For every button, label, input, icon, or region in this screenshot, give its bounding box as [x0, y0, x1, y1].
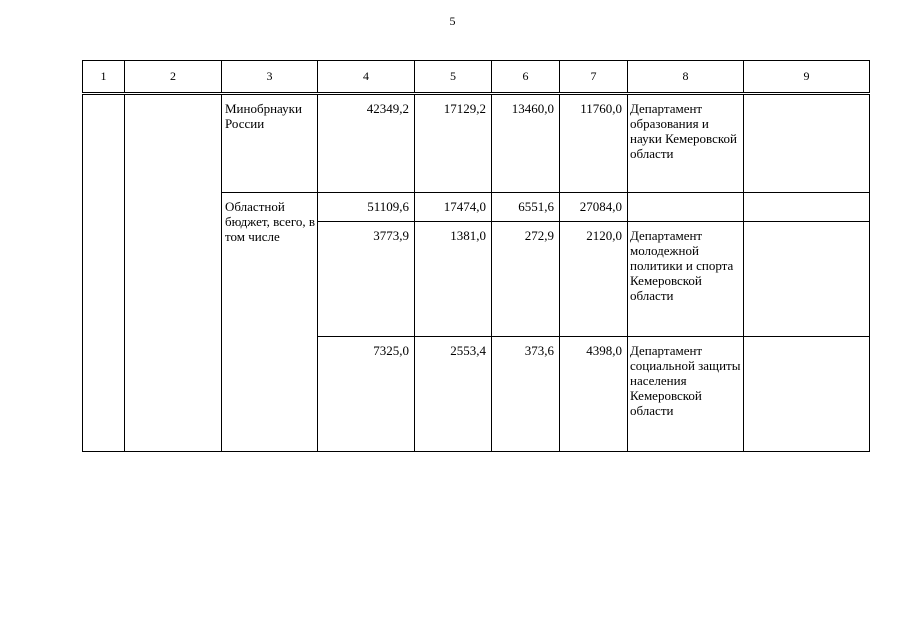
value-col-7: 27084,0 — [560, 193, 628, 222]
value-col-5: 17129,2 — [415, 95, 492, 193]
cell-col-9 — [744, 95, 870, 193]
value-col-6: 373,6 — [492, 337, 560, 452]
header-col-2: 2 — [125, 61, 222, 93]
value-col-4: 42349,2 — [318, 95, 415, 193]
value-col-6: 13460,0 — [492, 95, 560, 193]
header-col-9: 9 — [744, 61, 870, 93]
value-col-4: 3773,9 — [318, 222, 415, 337]
funding-source-cell: Минобрнауки России — [222, 95, 318, 193]
header-col-4: 4 — [318, 61, 415, 93]
budget-table — [82, 94, 870, 452]
cell-col-9 — [744, 222, 870, 337]
table-row — [83, 95, 870, 193]
header-col-3: 3 — [222, 61, 318, 93]
value-col-6: 6551,6 — [492, 193, 560, 222]
responsible-body-cell: Департамент молодежной политики и спорта Кемеровской области — [628, 222, 744, 337]
value-col-7: 11760,0 — [560, 95, 628, 193]
value-col-4: 7325,0 — [318, 337, 415, 452]
value-col-4: 51109,6 — [318, 193, 415, 222]
cell-col-2 — [125, 95, 222, 452]
funding-source-cell: Областной бюджет, всего, в том числе — [222, 193, 318, 452]
value-col-7: 2120,0 — [560, 222, 628, 337]
value-col-5: 17474,0 — [415, 193, 492, 222]
cell-col-1 — [83, 95, 125, 452]
column-number-header — [82, 60, 870, 93]
header-col-5: 5 — [415, 61, 492, 93]
value-col-5: 1381,0 — [415, 222, 492, 337]
value-col-5: 2553,4 — [415, 337, 492, 452]
page-number: 5 — [449, 14, 456, 28]
cell-col-9 — [744, 337, 870, 452]
responsible-body-cell: Департамент социальной защиты населения Кемеровской области — [628, 337, 744, 452]
header-row — [83, 61, 870, 93]
responsible-body-cell — [628, 193, 744, 222]
value-col-7: 4398,0 — [560, 337, 628, 452]
cell-col-9 — [744, 193, 870, 222]
responsible-body-cell: Департамент образования и науки Кемеровской области — [628, 95, 744, 193]
header-col-6: 6 — [492, 61, 560, 93]
header-col-1: 1 — [83, 61, 125, 93]
header-col-7: 7 — [560, 61, 628, 93]
value-col-6: 272,9 — [492, 222, 560, 337]
header-col-8: 8 — [628, 61, 744, 93]
